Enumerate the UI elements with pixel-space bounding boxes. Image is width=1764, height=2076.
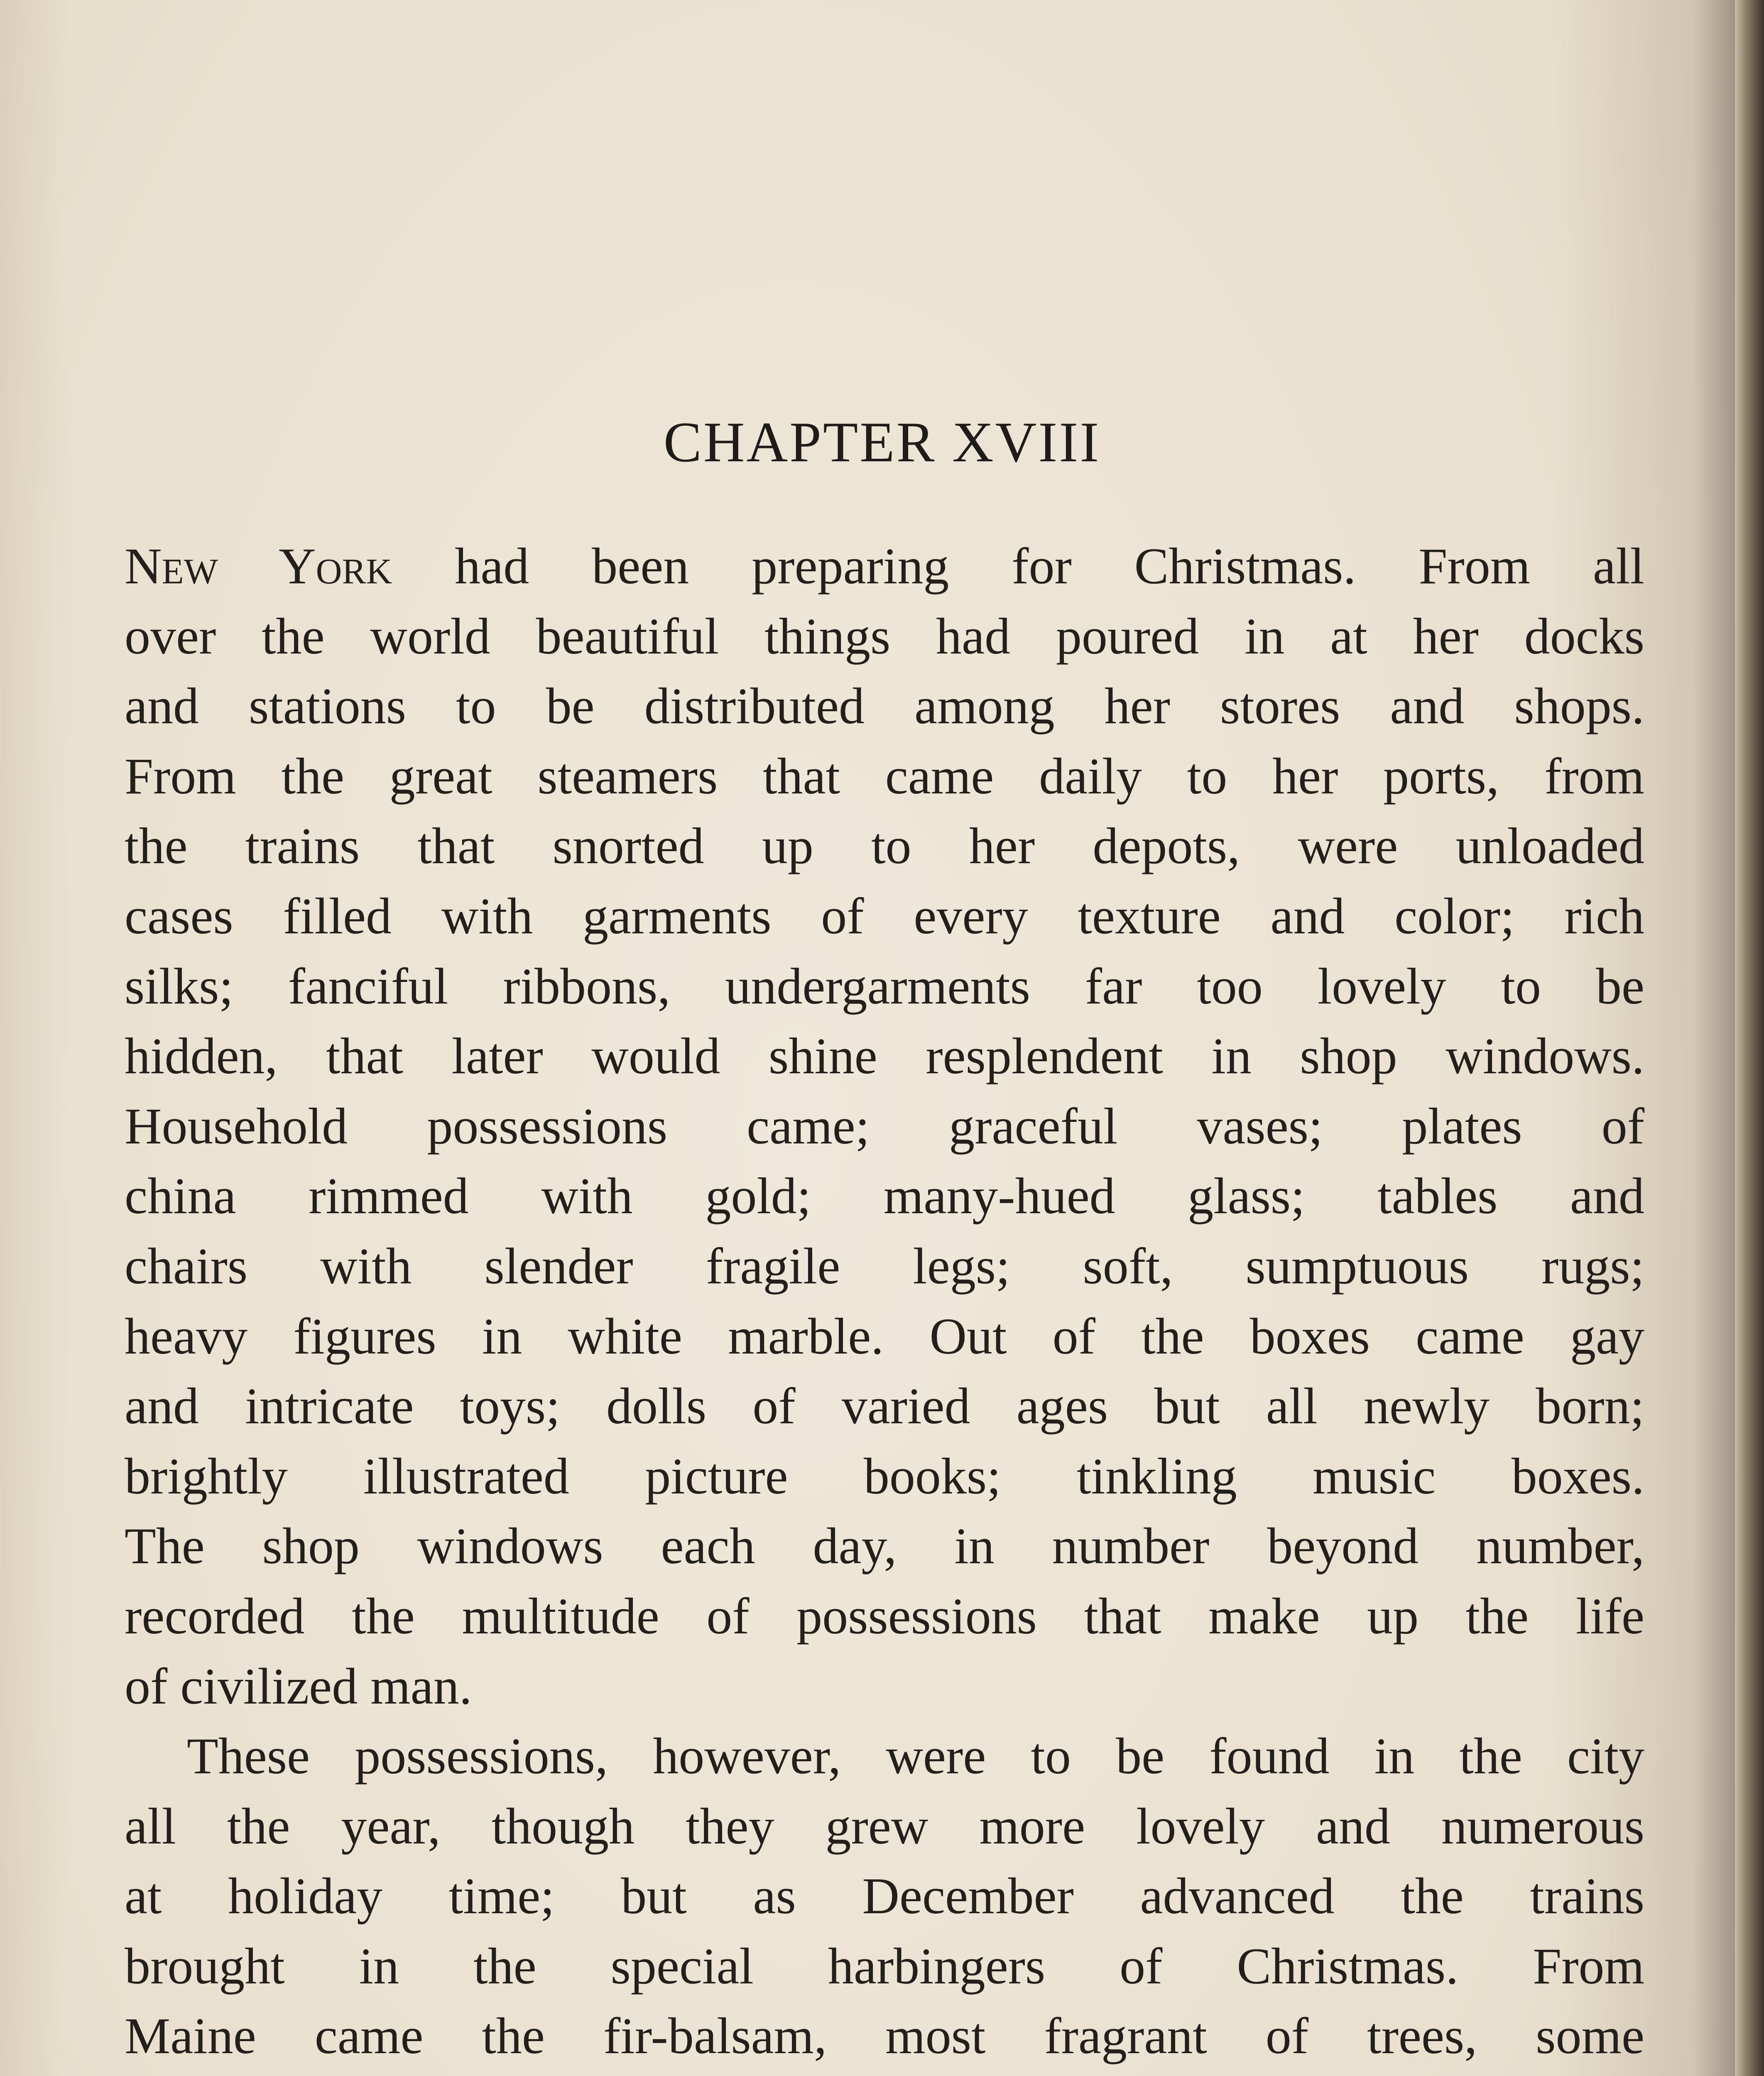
text-line: and stations to be distributed among her stores and shops. bbox=[125, 678, 1644, 735]
text-line: chairs with slender fragile legs; soft, sumptuous rugs; bbox=[125, 1237, 1644, 1295]
text-line: at holiday time; but as December advanced the trains bbox=[125, 1868, 1644, 1925]
text-line: hidden, that later would shine resplendent in shop windows. bbox=[125, 1028, 1644, 1085]
text-line bbox=[125, 2071, 1644, 2076]
text-line-rest: had been preparing for Christmas. From all bbox=[392, 538, 1644, 595]
small-caps-lead: New York bbox=[125, 538, 392, 595]
paragraph-1 bbox=[125, 531, 1644, 1721]
text-line: cases filled with garments of every texture and color; rich bbox=[125, 887, 1644, 945]
text-line: silks; fanciful ribbons, undergarments far too lovely to be bbox=[125, 957, 1644, 1015]
text-line: all the year, though they grew more lovely and numerous bbox=[125, 1797, 1644, 1855]
paragraph-2 bbox=[125, 1721, 1644, 2076]
text-line: heavy figures in white marble. Out of the boxes came gay bbox=[125, 1307, 1644, 1365]
text-line: over the world beautiful things had poured in at her docks bbox=[125, 607, 1644, 665]
chapter-title: CHAPTER XVIII bbox=[663, 410, 1101, 474]
text-line: recorded the multitude of possessions that make up the life bbox=[125, 1587, 1644, 1645]
text-line bbox=[125, 531, 1644, 602]
text-line: Maine came the fir-balsam, most fragrant of trees, some bbox=[125, 2007, 1644, 2065]
text-line: Household possessions came; graceful vases; plates of bbox=[125, 1097, 1644, 1155]
text-line: china rimmed with gold; many-hued glass; tables and bbox=[125, 1168, 1644, 1225]
text-line: brought in the special harbingers of Christmas. From bbox=[125, 1937, 1644, 1995]
text-line: the trains that snorted up to her depots, were unloaded bbox=[125, 818, 1644, 875]
body-text bbox=[125, 531, 1644, 2076]
text-line: The shop windows each day, in number beyond number, bbox=[125, 1518, 1644, 1575]
text-line: and intricate toys; dolls of varied ages but all newly born; bbox=[125, 1378, 1644, 1435]
page-edge-shadow bbox=[1735, 0, 1764, 2076]
text-line: These possessions, however, were to be found in the city bbox=[187, 1728, 1644, 1785]
text-line: brightly illustrated picture books; tinkling music boxes. bbox=[125, 1447, 1644, 1505]
text-line: From the great steamers that came daily to her ports, from bbox=[125, 747, 1644, 805]
text-line: of civilized man. bbox=[125, 1657, 472, 1715]
